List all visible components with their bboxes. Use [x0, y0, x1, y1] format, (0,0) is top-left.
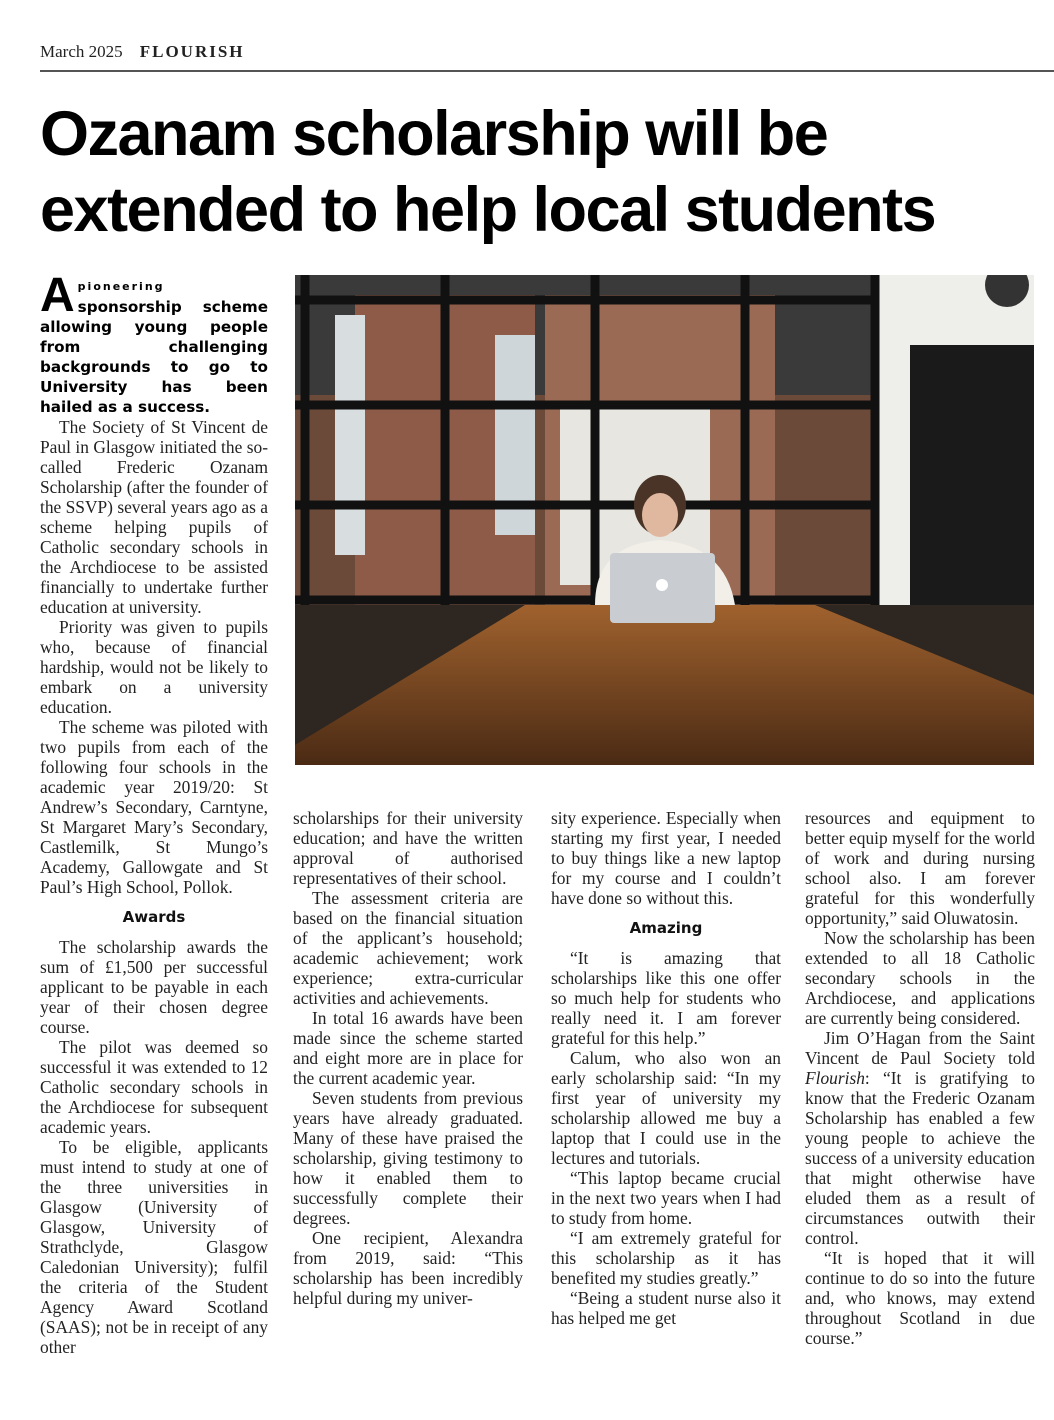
- body-paragraph: The scheme was piloted with two pupils from each of the following four schools in the academic year 2019/20: St Andrew’s Secondary, Carntyne, St Margaret Mary’s Secondary, Castlemilk, St Mungo’s Academy, Gallowgate and St Paul’s High School, Pollok.: [40, 717, 268, 897]
- body-paragraph: One recipient, Alexandra from 2019, said: “This scholarship has been incredibly helpful during my univer-: [293, 1228, 523, 1308]
- body-paragraph: In total 16 awards have been made since the scheme started and eight more are in place for the current academic year.: [293, 1008, 523, 1088]
- body-paragraph: The pilot was deemed so successful it was extended to 12 Catholic secondary schools in the Archdiocese for subsequent academic years.: [40, 1037, 268, 1137]
- body-paragraph: “It is hoped that it will continue to do so into the future and, who knows, may extend throughout Scotland in due course.”: [805, 1248, 1035, 1348]
- article-column-1: [40, 269, 268, 1357]
- body-paragraph: Seven students from previous years have already graduated. Many of these have praised the scholarship, giving testimony to how it enabled them to successfully complete their degrees.: [293, 1088, 523, 1228]
- body-paragraph: sity experience. Especially when starting my first year, I needed to buy things like a new laptop for my course and I couldn’t have done so without this.: [551, 808, 781, 908]
- article-photo: [295, 275, 1034, 765]
- body-paragraph: The Society of St Vincent de Paul in Glasgow initiated the so-called Frederic Ozanam Scholarship (after the founder of the SSVP) several years ago as a scheme helping pupils of Catholic secondary schools in the Archdiocese to be assisted financially to undertake further education at university.: [40, 417, 268, 617]
- body-paragraph: “I am extremely grateful for this scholarship as it has benefited my studies greatly.”: [551, 1228, 781, 1288]
- drop-cap: A: [40, 269, 75, 322]
- body-paragraph: “This laptop became crucial in the next two years when I had to study from home.: [551, 1168, 781, 1228]
- body-paragraph: The scholarship awards the sum of £1,500 per successful applicant to be payable in each year of their chosen degree course.: [40, 937, 268, 1037]
- article-column-2: [293, 808, 523, 1308]
- lead-smallcaps: pioneering: [77, 280, 165, 293]
- quote-text: : “It is gratifying to know that the Frederic Ozanam Scholarship has enabled a few young people to achieve the success of a university education that might otherwise have eluded them as a result of circumstances outwith their control.: [805, 1068, 1035, 1248]
- publication-name: FLOURISH: [139, 42, 245, 61]
- body-paragraph: “It is amazing that scholarships like this one offer so much help for students who really need it. I am forever grateful for this help.”: [551, 948, 781, 1048]
- quote-text: Jim O’Hagan from the Saint Vincent de Paul Society told: [805, 1028, 1035, 1068]
- body-paragraph: [805, 1028, 1035, 1248]
- article-column-3: [551, 808, 781, 1328]
- masthead: [40, 42, 1054, 72]
- subheading-amazing: Amazing: [629, 919, 703, 937]
- lead-paragraph: [40, 269, 268, 417]
- body-paragraph: Calum, who also won an early scholarship said: “In my first year of university my scholarship allowed me buy a laptop that I could use in the lectures and tutorials.: [551, 1048, 781, 1168]
- body-paragraph: To be eligible, applicants must intend to study at one of the three universities in Glasgow (University of Glasgow, University of Strathclyde, Glasgow Caledonian University); fulfil the criteria of the Student Agency Award Scotland (SAAS); not be in receipt of any other: [40, 1137, 268, 1357]
- body-paragraph: “Being a student nurse also it has helped me get: [551, 1288, 781, 1328]
- publication-mention: Flourish: [805, 1068, 865, 1088]
- photo-woman-laptop-icon: [295, 275, 1034, 765]
- issue-date: March 2025: [40, 42, 123, 61]
- lead-text: sponsorship scheme allowing young people from challenging backgrounds to go to University has been hailed as a success.: [40, 298, 268, 416]
- body-paragraph: Now the scholarship has been extended to all 18 Catholic secondary schools in the Archdiocese, and applications are currently being considered.: [805, 928, 1035, 1028]
- headline: Ozanam scholarship will be extended to help local students: [40, 99, 936, 245]
- article-column-4: [805, 808, 1035, 1348]
- subheading-awards: Awards: [122, 908, 186, 926]
- body-paragraph: scholarships for their university education; and have the written approval of authorised representatives of their school.: [293, 808, 523, 888]
- body-paragraph: The assessment criteria are based on the financial situation of the applicant’s household; academic achievement; work experience; extra-curricular activities and achievements.: [293, 888, 523, 1008]
- body-paragraph: resources and equipment to better equip myself for the world of work and during nursing school also. I am forever grateful for this wonderfully opportunity,” said Oluwatosin.: [805, 808, 1035, 928]
- body-paragraph: Priority was given to pupils who, because of financial hardship, would not be likely to embark on a university education.: [40, 617, 268, 717]
